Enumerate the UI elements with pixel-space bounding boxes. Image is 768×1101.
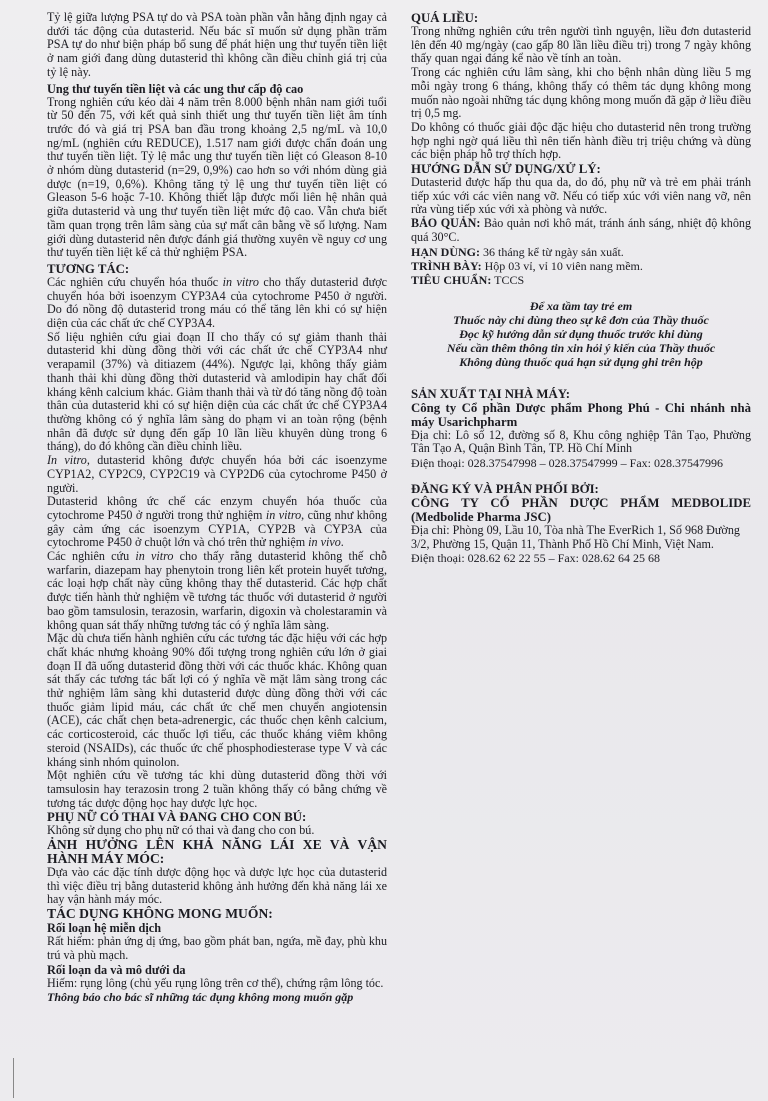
immune-paragraph: Rất hiếm: phản ứng dị ứng, bao gồm phát ban, ngứa, mề đay, phù khu trú và phù mạch. <box>47 934 387 962</box>
heading-registrant: ĐĂNG KÝ VÀ PHÂN PHỐI BỞI: <box>411 481 599 496</box>
subheading-immune: Rối loạn hệ miễn dịch <box>47 921 162 936</box>
interaction-paragraph-5: Các nghiên cứu in vitro cho thấy rằng dutasterid không thế chỗ warfarin, diazepam hay phenytoin trong liên kết protein huyết tương, các loại hợp chất này cũng không thay thế dutasterid. Các hợp chất được tiến hành thử nghiệm về tương tác thuốc với dutasterid ở người bao gồm tamsulosin, terazosin, warfarin, digoxin và cholestaramin và không quan sát thấy những tương tác có ý nghĩa lâm sàng. <box>47 549 387 632</box>
standard-line: TIÊU CHUẨN: TCCS <box>411 272 525 287</box>
heading-prostate-cancer: Ung thư tuyến tiền liệt và các ung thư cấp độ cao <box>47 81 304 96</box>
driving-paragraph: Dựa vào các đặc tính dược động học và dược lực học của dutasterid thì việc điều trị bằng dutasterid không ảnh hưởng đến khả năng lái xe hay vận hành máy móc. <box>47 865 387 907</box>
heading-manufacturer: SẢN XUẤT TẠI NHÀ MÁY: <box>411 386 571 401</box>
interaction-paragraph-3: In vitro, dutasterid không được chuyển hóa bởi các isoenzyme CYP1A2, CYP2C9, CYP2C19 và CYP2D6 của cytochrome P450 ở người. <box>47 453 387 495</box>
heading-side-effects: TÁC DỤNG KHÔNG MONG MUỐN: <box>47 906 273 922</box>
warning-line-3: Đọc kỹ hướng dẫn sử dụng thuốc trước khi dùng <box>459 326 703 341</box>
overdose-paragraph-2: Trong các nghiên cứu lâm sàng, khi cho bệnh nhân dùng liều 5 mg mỗi ngày trong 6 tháng, không thấy có thêm tác dụng không mong muốn nào ngoài những tác dụng không mong muốn đã gặp ở liều điều trị 0,5 mg. <box>411 65 751 121</box>
subheading-skin: Rối loạn da và mô dưới da <box>47 962 186 977</box>
handling-paragraph: Dutasterid được hấp thu qua da, do đó, phụ nữ và trẻ em phải tránh tiếp xúc với các viên nang vỡ. Nếu có tiếp xúc với viên nang vỡ, nên rửa vùng tiếp xúc với xà phòng và nước. <box>411 175 751 217</box>
left-column <box>47 11 387 1004</box>
warning-line-2: Thuốc này chỉ dùng theo sự kê đơn của Thầy thuốc <box>453 312 709 327</box>
interaction-paragraph-4: Dutasterid không ức chế các enzym chuyển hóa thuốc của cytochrome P450 ở người trong thử nghiệm in vitro, cũng như không gây cảm ứng các isoenzym CYP1A, CYP2B và CYP3A của cytochrome P450 ở chuột lớn và chó trên thử nghiệm in vivo. <box>47 494 387 550</box>
warning-line-5: Không dùng thuốc quá hạn sử dụng ghi trên hộp <box>459 354 703 369</box>
overdose-paragraph-1: Trong những nghiên cứu trên người tình nguyện, liều đơn dutasterid lên đến 40 mg/ngày (cao gấp 80 lần liều điều trị) trong 7 ngày không thấy quan ngại đáng kể nào về tính an toàn. <box>411 24 751 66</box>
warning-line-4: Nếu cần thêm thông tin xin hỏi ý kiến của Thầy thuốc <box>446 340 716 355</box>
registrant-address: Địa chỉ: Phòng 09, Lầu 10, Tòa nhà The EverRich 1, Số 968 Đường 3/2, Phường 15, Quận 11, Thành Phố Hồ Chí Minh, Việt Nam. <box>411 522 740 551</box>
interaction-paragraph-2: Số liệu nghiên cứu giai đoạn II cho thấy có sự giảm thanh thải dutasterid khi dùng đồng thời với các chất ức chế CYP3A4 như verapamil (37%) và ditiazem (44%). Ngược lại, không thấy giảm thanh thải khi dùng đồng thời dutasterid và amlodipin hay chất đối kháng kênh calcium khác. Giảm thanh thải và từ đó tăng nồng độ toàn thân của dutasterid khi có sự hiện diện của các chất ức chế CYP3A4 thường không có ý nghĩa lâm sàng do phạm vi an toàn rộng (bệnh nhân đã được sử dụng đến gấp 10 lần liều khuyên dùng trong 6 tháng), do đó không cần điều chỉnh liều. <box>47 329 387 454</box>
heading-overdose: QUÁ LIỀU: <box>411 11 479 25</box>
warning-line-1: Để xa tầm tay trẻ em <box>529 298 633 313</box>
psa-ratio-paragraph: Tỷ lệ giữa lượng PSA tự do và PSA toàn phần vẫn hằng định ngay cả dưới tác động của dutasterid. Nếu bác sĩ muốn sử dụng phần trăm PSA tự do như biện pháp bổ sung để phát hiện ung thư tuyến tiền liệt ở nam giới đang dùng dutasterid thì không cần điều chỉnh giá trị của tỷ lệ này. <box>47 10 387 79</box>
heading-driving: ẢNH HƯỞNG LÊN KHẢ NĂNG LÁI XE VÀ VẬN HÀNH MÁY MÓC: <box>47 837 387 867</box>
registrant-name: CÔNG TY CỔ PHẦN DƯỢC PHẨM MEDBOLIDE (Medbolide Pharma JSC) <box>411 495 751 524</box>
margin-rule <box>13 1058 14 1098</box>
manufacturer-address: Địa chỉ: Lô số 12, đường số 8, Khu công nghiệp Tân Tạo, Phường Tân Tạo A, Quận Bình Tân, TP. Hồ Chí Minh <box>411 427 751 456</box>
manufacturer-name: Công ty Cổ phần Dược phẩm Phong Phú - Chi nhánh nhà máy Usarichpharm <box>411 400 751 429</box>
registrant-phone: Điện thoại: 028.62 62 22 55 – Fax: 028.62 64 25 68 <box>411 551 660 566</box>
skin-paragraph: Hiếm: rụng lông (chủ yếu rụng lông trên cơ thể), chứng rậm lông tóc. <box>47 975 384 990</box>
right-column <box>411 11 751 565</box>
pack-line: TRÌNH BÀY: Hộp 03 vỉ, vỉ 10 viên nang mềm. <box>411 258 643 273</box>
manufacturer-phone: Điện thoại: 028.37547998 – 028.37547999 – Fax: 028.37547996 <box>411 455 723 470</box>
heading-pregnancy: PHỤ NỮ CÓ THAI VÀ ĐANG CHO CON BÚ: <box>47 810 307 825</box>
storage-line: BẢO QUẢN: Bảo quản nơi khô mát, tránh ánh sáng, nhiệt độ không quá 30°C. <box>411 216 751 244</box>
interaction-paragraph-1: Các nghiên cứu chuyển hóa thuốc in vitro cho thấy dutasterid được chuyển hóa bởi isoenzym CYP3A4 của cytochrome P450 ở người. Do đó nồng độ dutasterid trong máu có thể tăng lên khi có sự hiện diện của các chất ức chế CYP3A4. <box>47 274 387 331</box>
overdose-paragraph-3: Do không có thuốc giải độc đặc hiệu cho dutasterid nên trong trường hợp nghi ngờ quá liều thì nên tiến hành điều trị triệu chứng và dùng các biện pháp hỗ trợ thích hợp. <box>411 119 751 162</box>
pregnancy-paragraph: Không sử dụng cho phụ nữ có thai và đang cho con bú. <box>47 823 315 838</box>
heading-interactions: TƯƠNG TÁC: <box>47 261 130 276</box>
interaction-paragraph-7: Một nghiên cứu về tương tác khi dùng dutasterid đồng thời với tamsulosin hay terazosin trong 2 tuần không thấy có bằng chứng về tương tác dược động học hay dược lực học. <box>47 768 387 810</box>
heading-handling: HƯỚNG DẪN SỬ DỤNG/XỬ LÝ: <box>411 162 601 177</box>
notice-line: Thông báo cho bác sĩ những tác dụng không mong muốn gặp <box>47 990 354 1005</box>
interaction-paragraph-6: Mặc dù chưa tiến hành nghiên cứu các tương tác đặc hiệu với các hợp chất khác nhưng khoảng 90% đối tượng trong nghiên cứu lớn ở giai đoạn II đã uống dutasterid đồng thời với các thuốc khác. Không quan sát thấy các tương tác bất lợi có ý nghĩa về mặt lâm sàng trong các thử nghiệm lâm sàng khi dutasterid được dùng đồng thời với các thuốc giảm lipid máu, các chất ức chế men chuyển angiotensin (ACE), các chất chẹn beta-adrenergic, các thuốc chẹn kênh calcium, các corticosteroid, các thuốc lợi tiểu, các thuốc kháng viêm không steroid (NSAIDs), các thuốc ức chế phosphodiesterase type V và các kháng sinh nhóm quinolon. <box>47 631 387 769</box>
prostate-cancer-paragraph: Trong nghiên cứu kéo dài 4 năm trên 8.000 bệnh nhân nam giới tuổi từ 50 đến 75, với kết quả sinh thiết ung thư tuyến tiền liệt âm tính trước đó và giá trị PSA ban đầu trong khoảng 2,5 ng/mL và 10,0 ng/mL (nghiên cứu REDUCE), 1.517 nam giới được chẩn đoán ung thư tuyến tiền liệt. Tỷ lệ mắc ung thư tuyến tiền liệt có Gleason 8-10 ở nhóm dùng dutasterid (n=29, 0,9%) cao hơn so với nhóm dùng giả dược (n=19, 0,6%). Không tăng tỷ lệ ung thư tuyến tiền liệt có Gleason 5-6 hoặc 7-10. Không thiết lập được mối liên hệ nhân quả giữa dutasterid và ung thư tuyến tiền liệt mức độ cao. Vẫn chưa biết tầm quan trọng trên lâm sàng của sự mất cân bằng về số lượng. Nam giới dùng dutasterid nên được đánh giá thường xuyên về nguy cơ ung thư tuyến tiền liệt kể cả thử nghiệm PSA. <box>47 94 387 260</box>
expiry-line: HẠN DÙNG: 36 tháng kể từ ngày sản xuất. <box>411 244 624 259</box>
